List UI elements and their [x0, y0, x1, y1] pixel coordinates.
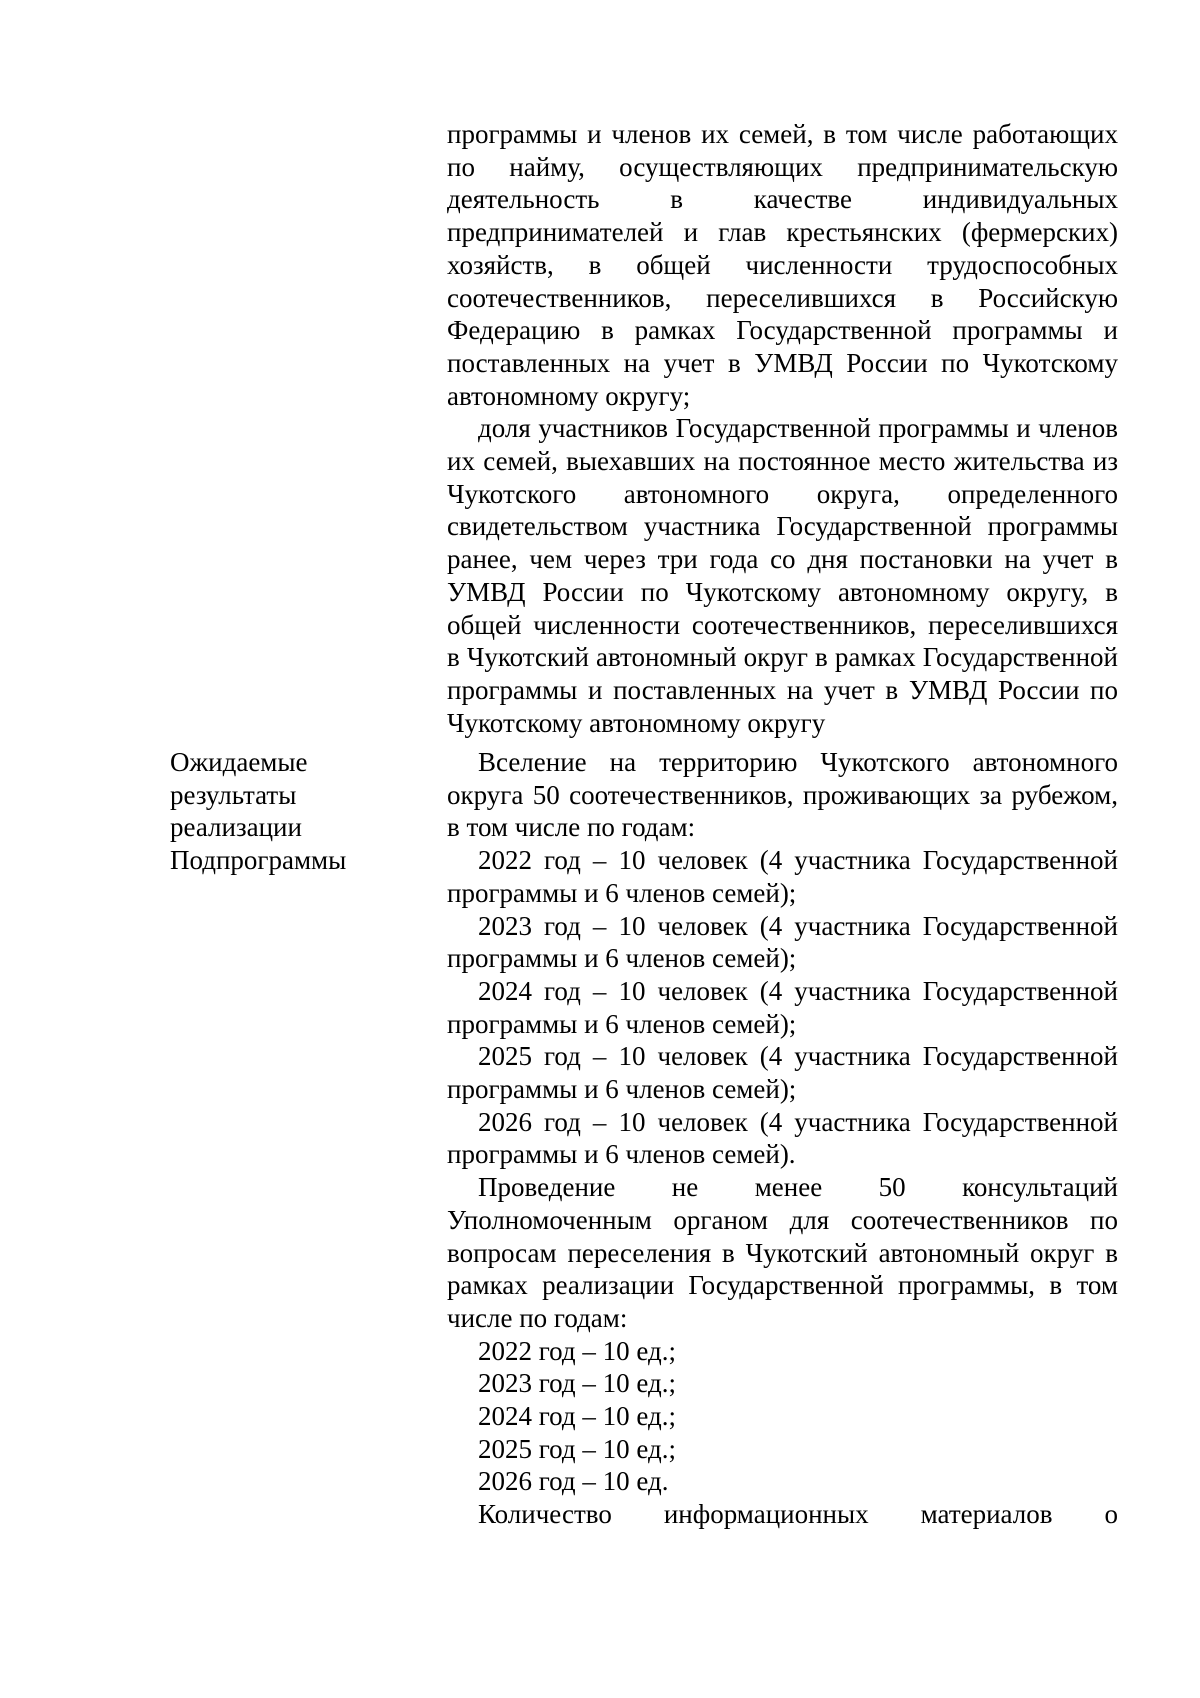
paragraph-year-2024-people: 2024 год – 10 человек (4 участника Государственной программы и 6 членов семей);: [447, 975, 1118, 1039]
paragraph-year-2026-people: 2026 год – 10 человек (4 участника Государственной программы и 6 членов семей).: [447, 1106, 1118, 1170]
paragraph-resettlement: Вселение на территорию Чукотского автономного округа 50 соотечественников, проживающих за рубежом, в том числе по годам:: [447, 747, 1118, 843]
paragraph-year-2023-units: 2023 год – 10 ед.;: [478, 1368, 676, 1399]
expected-results-block: [447, 746, 1118, 1531]
paragraph-info-materials: Количество информационных материалов о: [478, 1499, 1118, 1530]
paragraph-year-2026-units: 2026 год – 10 ед.: [478, 1466, 669, 1497]
paragraph-indicator-employed: программы и членов их семей, в том числе работающих по найму, осуществляющих предпринимательскую деятельность в качестве индивидуальных предпринимателей и глав крестьянских (фермерских) хозяйств, в общей численности трудоспособных соотечественников, переселившихся в Российскую Федерацию в рамках Государственной программы и поставленных на учет в УМВД России по Чукотскому автономному округу;: [447, 119, 1118, 411]
paragraph-indicator-departed: доля участников Государственной программы и членов их семей, выехавших на постоянное место жительства из Чукотского автономного округа, определенного свидетельством участника Государственной программы ранее, чем через три года со дня постановки на учет в УМВД России по Чукотскому автономному округу, в общей численности соотечественников, переселившихся в Чукотский автономный округ в рамках Государственной программы и поставленных на учет в УМВД России по Чукотскому автономному округу: [447, 413, 1118, 738]
paragraph-year-2023-people: 2023 год – 10 человек (4 участника Государственной программы и 6 членов семей);: [447, 910, 1118, 974]
paragraph-year-2024-units: 2024 год – 10 ед.;: [478, 1401, 676, 1432]
paragraph-year-2022-units: 2022 год – 10 ед.;: [478, 1335, 676, 1366]
paragraph-year-2025-people: 2025 год – 10 человек (4 участника Государственной программы и 6 членов семей);: [447, 1041, 1118, 1105]
paragraph-year-2025-units: 2025 год – 10 ед.;: [478, 1433, 676, 1464]
continuation-block: [447, 118, 1118, 739]
paragraph-consultations: Проведение не менее 50 консультаций Уполномоченным органом для соотечественников по вопросам переселения в Чукотский автономный округ в рамках реализации Государственной программы, в том числе по годам:: [447, 1172, 1118, 1333]
paragraph-year-2022-people: 2022 год – 10 человек (4 участника Государственной программы и 6 членов семей);: [447, 845, 1118, 908]
section-label-expected-results: Ожидаемые результаты реализации Подпрограммы: [170, 747, 347, 876]
